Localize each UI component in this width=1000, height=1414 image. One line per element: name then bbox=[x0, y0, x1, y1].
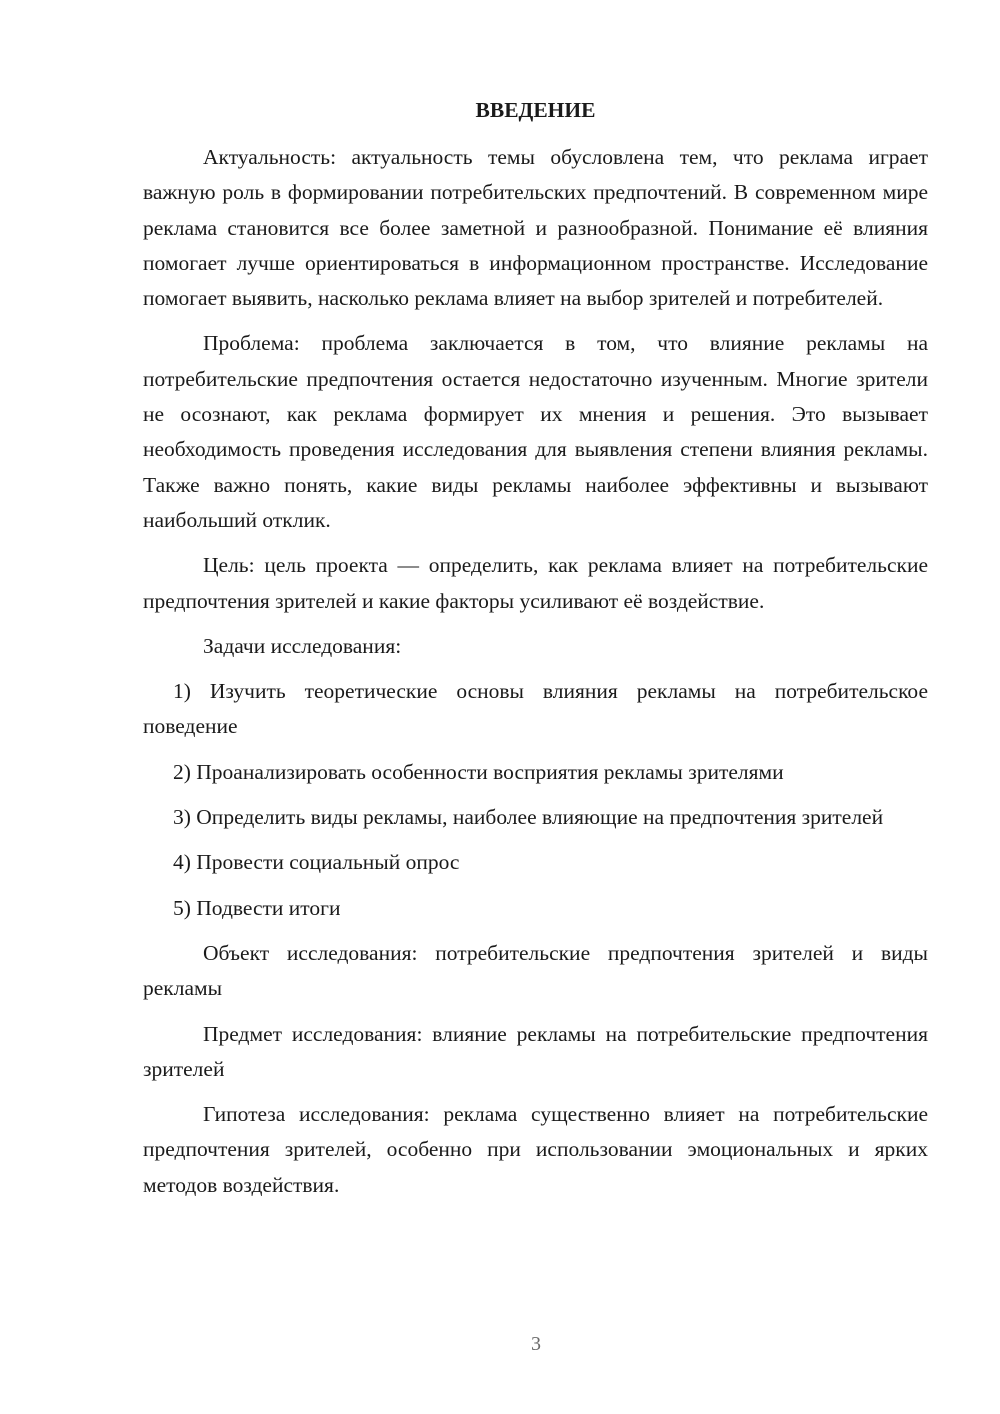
paragraph-tasks-heading: Задачи исследования: bbox=[203, 633, 402, 658]
paragraph-goal: Цель: цель проекта — определить, как реклама влияет на потребительские предпочтения зрителей и какие факторы усиливают её воздействие. bbox=[143, 553, 928, 613]
paragraph-object: Объект исследования: потребительские предпочтения зрителей и виды рекламы bbox=[143, 940, 928, 1001]
paragraph-subject: Предмет исследования: влияние рекламы на потребительские предпочтения зрителей bbox=[143, 1021, 928, 1081]
paragraph-hypothesis: Гипотеза исследования: реклама существенно влияет на потребительские предпочтения зрителей, особенно при использовании эмоциональных и ярких методов воздействия. bbox=[143, 1102, 928, 1197]
task-item-5: 5) Подвести итоги bbox=[173, 895, 341, 920]
paragraph-relevance: Актуальность: актуальность темы обусловлена тем, что реклама играет важную роль в формировании потребительских предпочтений. В современном мире реклама становится все более заметной и разнообразной. Понимание её влияния помогает лучше ориентироваться в информационном пространстве. Исследование помогает выявить, насколько реклама влияет на выбор зрителей и потребителей. bbox=[143, 145, 928, 311]
paragraph-problem: Проблема: проблема заключается в том, что влияние рекламы на потребительские предпочтения остается недостаточно изученным. Многие зрители не осознают, как реклама формирует их мнения и решения. Это вызывает необходимость проведения исследования для выявления степени влияния рекламы. Также важно понять, какие виды рекламы наиболее эффективны и вызывают наибольший отклик. bbox=[143, 331, 928, 532]
task-item-2: 2) Проанализировать особенности восприятия рекламы зрителями bbox=[173, 759, 784, 784]
task-item-1: 1) Изучить теоретические основы влияния рекламы на потребительское поведение bbox=[143, 679, 928, 739]
task-item-3: 3) Определить виды рекламы, наиболее влияющие на предпочтения зрителей bbox=[173, 805, 884, 830]
page-content bbox=[143, 92, 928, 1213]
page-title: ВВЕДЕНИЕ bbox=[475, 98, 596, 122]
task-item-4: 4) Провести социальный опрос bbox=[173, 850, 460, 875]
page-number: 3 bbox=[531, 1333, 541, 1355]
